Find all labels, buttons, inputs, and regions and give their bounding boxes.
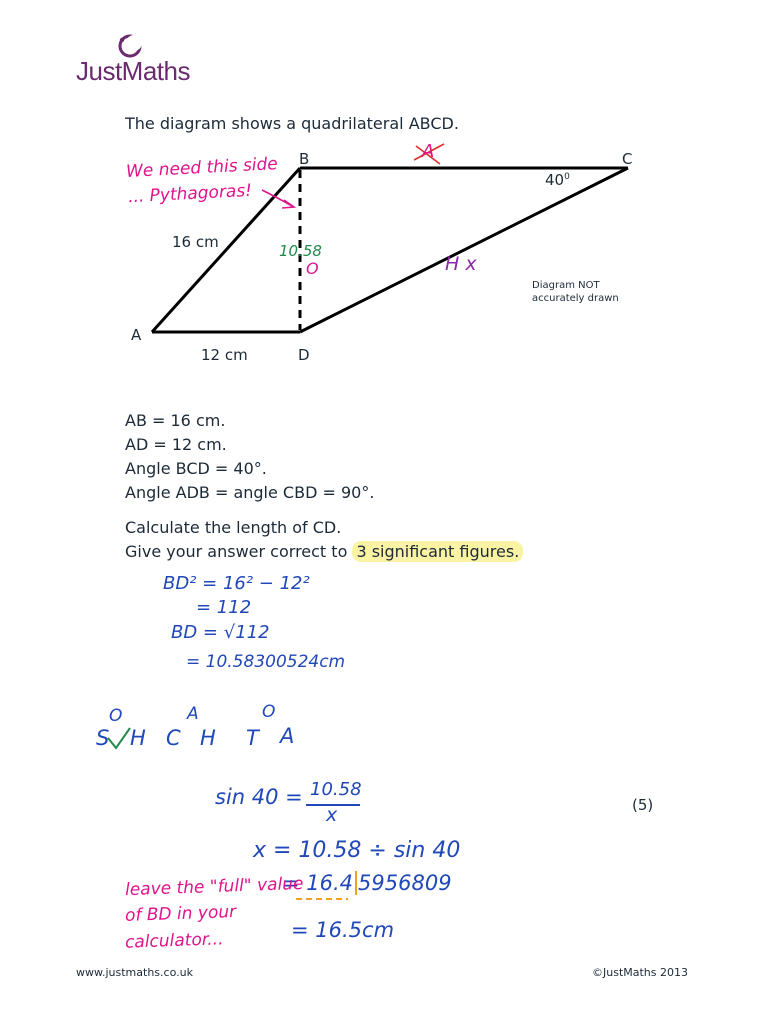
sin-equation-lhs: sin 40 = — [215, 785, 303, 809]
x-equation: x = 10.58 ÷ sin 40 — [253, 838, 461, 863]
angle-c-degree: 0 — [564, 172, 570, 182]
sin-equation-denominator: x — [326, 804, 338, 826]
vertex-b-label: B — [299, 150, 310, 168]
note-need-side: We need this side — [125, 154, 279, 182]
fact-angle-bcd: Angle BCD = 40°. — [125, 459, 267, 478]
side-ad-label: 12 cm — [201, 346, 248, 364]
note-cd-h: H — [445, 253, 460, 275]
note-bd-opposite: O — [306, 259, 319, 278]
working-line-4: = 10.58300524cm — [186, 652, 346, 672]
sohcahtoa-a: A — [187, 704, 199, 724]
question-intro: The diagram shows a quadrilateral ABCD. — [125, 114, 459, 133]
sohcahtoa-h1: H — [130, 726, 146, 750]
task-line-1: Calculate the length of CD. — [125, 518, 342, 537]
task-line-2-prefix: Give your answer correct to — [125, 542, 353, 561]
note-bc-adjacent: A — [422, 141, 435, 162]
diagram-note-line1: Diagram NOT — [532, 280, 600, 291]
sohcahtoa-h2: H — [200, 726, 216, 750]
task-line-2-highlight: 3 significant figures. — [352, 541, 523, 562]
side-ab-label: 16 cm — [172, 233, 219, 251]
working-line-1: BD² = 16² − 12² — [163, 573, 310, 594]
fact-ab: AB = 16 cm. — [125, 411, 226, 430]
vertex-a-label: A — [131, 326, 142, 344]
sohcahtoa-o1: O — [109, 706, 123, 726]
fact-ad: AD = 12 cm. — [125, 435, 227, 454]
sohcahtoa-t: T — [246, 726, 259, 750]
marks-label: (5) — [632, 796, 654, 814]
x-value-part-a: = 16.4 — [282, 871, 354, 895]
working-line-3: BD = √112 — [171, 622, 270, 643]
angle-c-value: 40 — [545, 171, 565, 189]
sin-equation-numerator: 10.58 — [310, 779, 362, 800]
note-bd-value: 10.58 — [279, 242, 322, 260]
tip-line-3: calculator... — [124, 929, 224, 953]
note-pythagoras: ... Pythagoras! — [127, 180, 253, 208]
tip-line-2: of BD in your — [124, 902, 237, 926]
x-value-part-b: 5956809 — [355, 871, 452, 895]
footer-website[interactable]: www.justmaths.co.uk — [76, 966, 193, 979]
note-cd-x: x — [465, 253, 477, 275]
x-final-answer: = 16.5cm — [291, 918, 395, 942]
sohcahtoa-o2: O — [262, 702, 276, 722]
footer-copyright: ©JustMaths 2013 — [592, 966, 688, 979]
sohcahtoa-c: C — [166, 726, 181, 750]
logo-text: JustMaths — [76, 56, 190, 86]
sohcahtoa-s: S — [96, 726, 110, 750]
fact-angle-adb: Angle ADB = angle CBD = 90°. — [125, 483, 375, 502]
sohcahtoa-a2: A — [280, 724, 295, 748]
vertex-c-label: C — [622, 150, 633, 168]
vertex-d-label: D — [298, 346, 310, 364]
diagram-note-line2: accurately drawn — [532, 293, 619, 304]
tip-line-1: leave the "full" value — [124, 873, 304, 901]
working-line-2: = 112 — [196, 597, 252, 618]
